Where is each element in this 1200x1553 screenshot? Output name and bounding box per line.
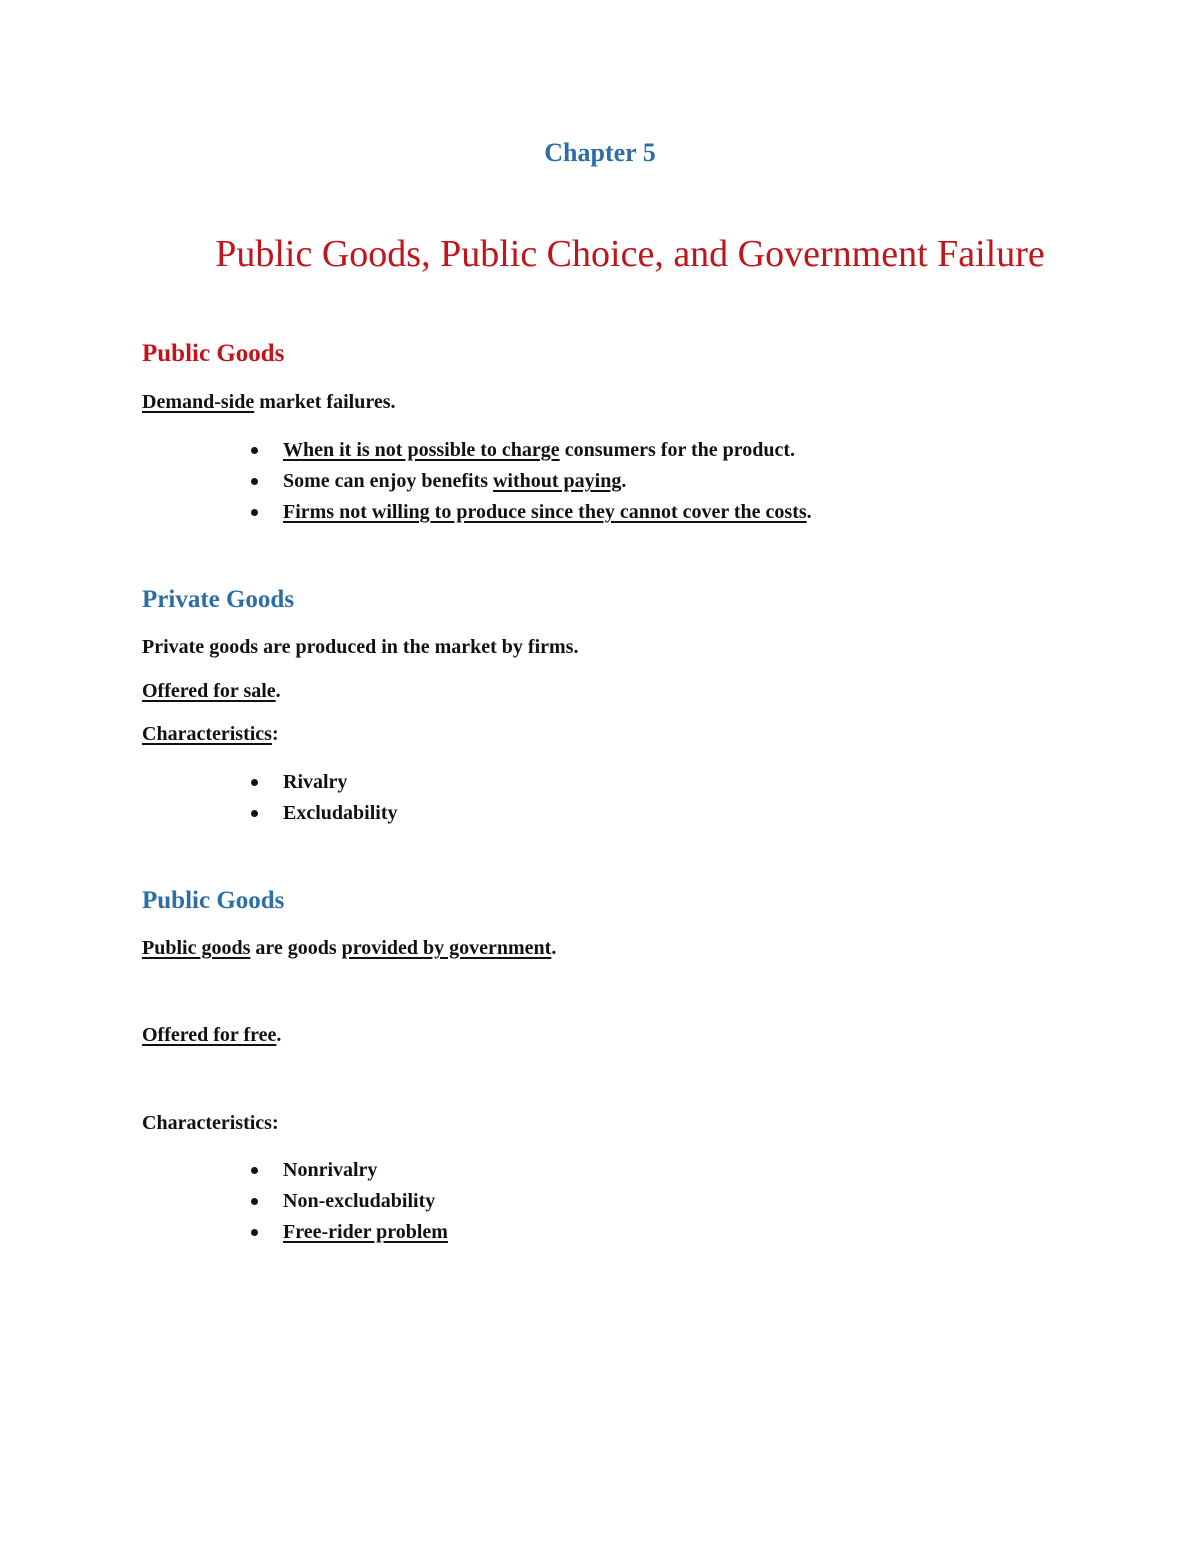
characteristics-label-2: Characteristics: — [142, 1112, 279, 1134]
list-item — [245, 500, 812, 531]
plain-text: . — [275, 680, 281, 702]
plain-text: . — [806, 501, 812, 523]
underlined-text: Offered for free — [142, 1024, 277, 1046]
plain-text: Non-excludability — [283, 1190, 436, 1212]
list-item — [245, 438, 812, 469]
bullet-icon — [251, 1229, 258, 1236]
bullet-icon — [251, 447, 258, 454]
list-item — [245, 469, 812, 500]
list-item — [245, 1189, 448, 1220]
plain-text: Some can enjoy benefits — [283, 470, 493, 492]
offered-for-sale-line — [142, 680, 281, 703]
plain-text: . — [551, 937, 557, 959]
bullet-icon — [251, 478, 258, 485]
section-heading-public-goods-2: Public Goods — [142, 887, 285, 914]
plain-text: . — [621, 470, 627, 492]
plain-text: are goods — [250, 937, 342, 959]
market-failure-list — [245, 438, 812, 531]
underlined-text: Firms not willing to produce since they cannot cover the costs — [283, 501, 807, 523]
underlined-text: Offered for sale — [142, 680, 276, 702]
public-goods-definition — [142, 937, 556, 960]
list-item — [245, 1220, 448, 1251]
offered-for-free-line — [142, 1024, 281, 1047]
bullet-icon — [251, 1198, 258, 1205]
plain-text: market failures. — [254, 391, 396, 413]
list-item — [245, 801, 397, 832]
plain-text: : — [271, 723, 279, 745]
section-heading-private-goods: Private Goods — [142, 586, 295, 613]
characteristics-label — [142, 723, 279, 746]
list-item — [245, 770, 397, 801]
section-heading-public-goods: Public Goods — [142, 340, 285, 367]
plain-text: Nonrivalry — [283, 1159, 378, 1181]
demand-side-line — [142, 391, 396, 414]
page-title: Public Goods, Public Choice, and Government Failure — [215, 233, 1045, 275]
private-characteristics-list — [245, 770, 397, 832]
underlined-text: Demand-side — [142, 391, 255, 413]
plain-text: . — [276, 1024, 282, 1046]
public-characteristics-list — [245, 1158, 448, 1251]
underlined-text: Characteristics — [142, 723, 272, 745]
bullet-icon — [251, 509, 258, 516]
plain-text: Excludability — [283, 802, 398, 824]
underlined-text: Free-rider problem — [283, 1221, 448, 1243]
private-goods-definition: Private goods are produced in the market by firms. — [142, 636, 579, 658]
underlined-text: without paying — [492, 470, 622, 492]
bullet-icon — [251, 779, 258, 786]
plain-text: consumers for the product. — [559, 439, 796, 461]
list-item — [245, 1158, 448, 1189]
bullet-icon — [251, 1167, 258, 1174]
underlined-text: Public goods — [142, 937, 251, 959]
underlined-text: When it is not possible to charge — [283, 439, 560, 461]
underlined-text: provided by government — [341, 937, 552, 959]
plain-text: Rivalry — [283, 771, 348, 793]
chapter-label: Chapter 5 — [544, 138, 656, 167]
bullet-icon — [251, 810, 258, 817]
